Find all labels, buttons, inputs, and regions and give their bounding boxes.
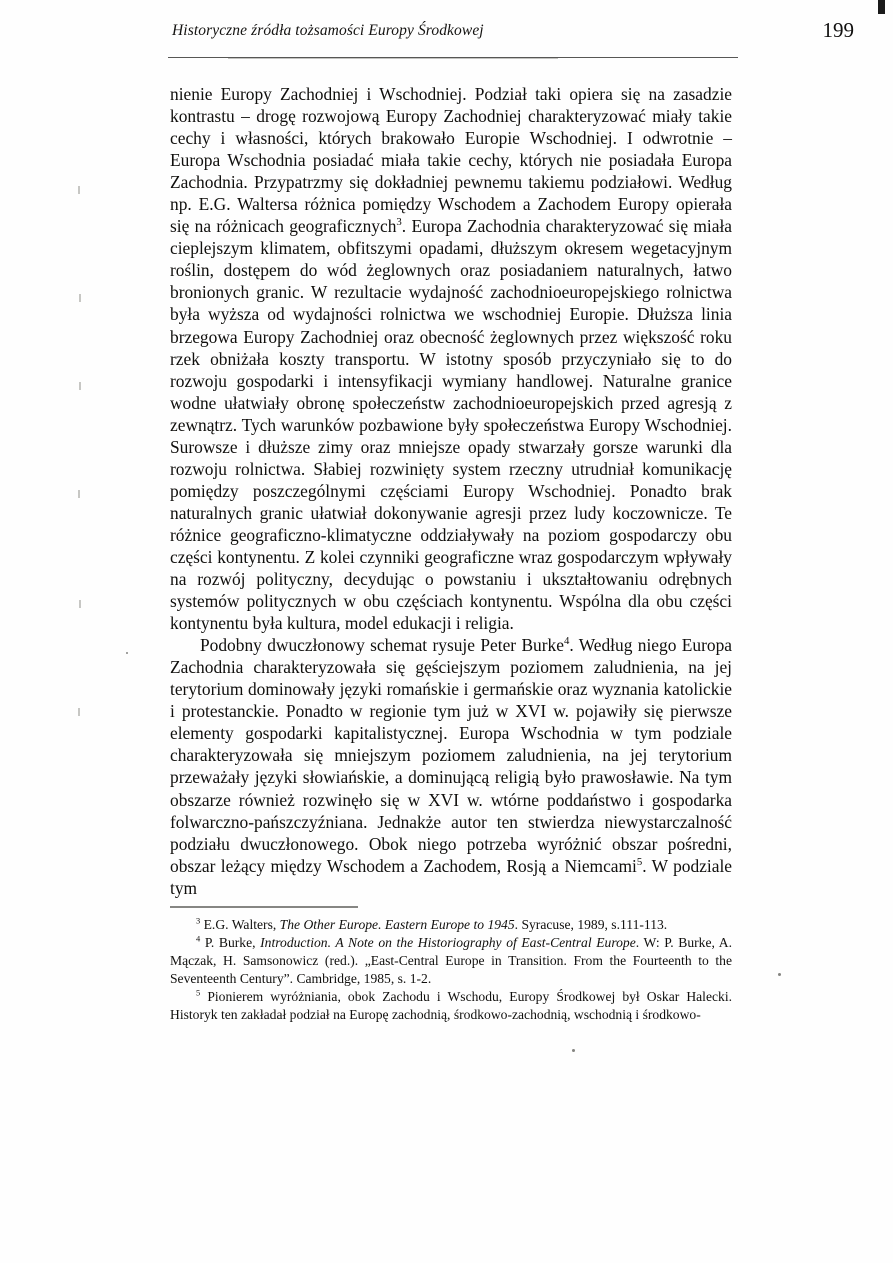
footnote-separator-rule xyxy=(170,906,358,908)
footnote-item xyxy=(170,934,732,988)
running-head-title: Historyczne źródła tożsamości Europy Środkowej xyxy=(172,22,484,39)
footnote-author: P. Burke, xyxy=(204,935,261,951)
scan-dot-artifact xyxy=(126,652,128,654)
footnote-marker-4[interactable]: 4 xyxy=(563,635,570,648)
footnote-number: 3 xyxy=(196,915,201,926)
scan-speckle xyxy=(79,294,81,302)
footnote-marker-5[interactable]: 5 xyxy=(636,855,643,868)
footnote-author: E.G. Walters, xyxy=(203,917,280,932)
footnote-item xyxy=(170,916,732,934)
footnote-number: 4 xyxy=(196,933,201,944)
footnote-title: Introduction. A Note on the Historiography of East-Central Europe xyxy=(260,935,636,951)
footnote-marker-3[interactable]: 3 xyxy=(396,216,402,229)
paragraph-burke xyxy=(170,634,732,899)
running-head xyxy=(168,18,854,52)
footnote-number: 5 xyxy=(196,987,201,998)
scan-speckle xyxy=(79,600,81,608)
scan-speckle xyxy=(78,490,80,498)
header-rule xyxy=(168,57,738,58)
paragraph-text: Podobny dwuczłonowy schemat rysuje Peter Burke xyxy=(200,635,564,656)
scan-speckle xyxy=(79,382,81,390)
body-text-column xyxy=(170,83,732,899)
paragraph-text-cont: . Europa Zachodnia charakteryzować się miała cieplejszym klimatem, obfitszymi opadami, dłuższym okresem wegetacyjnym roślin, dostępem do wód żeglownych oraz posiadaniem naturalnych, łatwo bronionych granic. W rezultacie wydajność zachodnioeuropejskiego rolnictwa była wyższa od wydajności rolnictwa we wschodniej Europie. Dłuższa linia brzegowa Europy Zachodniej oraz obecność żeglownych przez większość roku rzek obniżała koszty transportu. W istotny sposób przyczyniało się to do rozwoju gospodarki i intensyfikacji wymiany handlowej. Naturalne granice wodne ułatwiały obronę społeczeństw zachodnioeuropejskich przed agresją z zewnątrz. Tych warunków pozbawione były społeczeństwa Europy Wschodniej. Surowsze i dłuższe zimy oraz mniejsze opady stwarzały gorsze warunki dla rozwoju rolnictwa. Słabiej rozwinięty system rzeczny utrudniał komunikację pomiędzy poszczególnymi częściami Europy Wschodniej. Ponadto brak naturalnych granic ułatwiał dokonywanie agresji przez ludy koczownicze. Te różnice geograficzno-klimatyczne oddziaływały na poziom gospodarczy obu części kontynentu. Z kolei czynniki geograficzne wraz gospodarczym wpływały na rozwój polityczny, decydując o powstaniu i ukształtowaniu odrębnych systemów politycznych w obu częściach kontynentu. Wspólna dla obu części kontynentu była kultura, model edukacji i religia. xyxy=(170,216,732,634)
scan-speckle xyxy=(78,708,80,716)
footnote-title: The Other Europe. Eastern Europe to 1945 xyxy=(279,917,515,932)
paragraph-text-cont: . Według niego Europa Zachodnia charakteryzowała się gęściejszym poziomem zaludnienia, na jej terytorium dominowały języki romańskie i germańskie oraz wyznania katolickie i protestanckie. Ponadto w regionie tym już w XVI w. pojawiły się pierwsze elementy gospodarki kapitalistycznej. Europa Wschodnia w tym podziale charakteryzowała się mniejszym poziomem zaludnienia, na jej terytorium przeważały języki słowiańskie, a dominującą religią było prawosławie. Na tym obszarze również rozwinęło się w XVI w. wtórne poddaństwo i gospodarka folwarczno-pańszczyźniana. Jednakże autor ten stwierdza niewystarczalność podziału dwuczłonowego. Obok niego potrzeba wyróżnić obszar pośredni, obszar leżący między Wschodem a Zachodem, Rosją a Niemcami xyxy=(170,635,732,876)
scan-dot-artifact xyxy=(572,1049,575,1052)
footnote-body: Pionierem wyróżniania, obok Zachodu i Wschodu, Europy Środkowej był Oskar Halecki. Historyk ten zakładał podział na Europę zachodnią, środkowo-zachodnią, wschodnią i środkowo- xyxy=(170,989,732,1023)
paragraph-text: nienie Europy Zachodniej i Wschodniej. Podział taki opiera się na zasadzie kontrastu – drogę rozwojową Europy Zachodniej charakteryzować miały takie cechy i własności, których brakowało Europie Wschodniej. I odwrotnie – Europa Wschodnia posiadać miała takie cechy, których nie posiadała Europa Zachodnia. Przypatrzmy się dokładniej pewnemu takiemu podziałowi. Według np. E.G. Waltersa różnica pomiędzy Wschodem a Zachodem Europy opierała się na różnicach geograficznych xyxy=(170,84,732,237)
scan-corner-artifact xyxy=(878,0,885,14)
page-number: 199 xyxy=(822,18,854,42)
footnotes-block xyxy=(170,916,732,1025)
paragraph-text-tail: . W podziale tym xyxy=(170,855,732,898)
footnote-imprint: . Syracuse, 1989, s.111-113. xyxy=(514,917,668,932)
paragraph-continued xyxy=(170,83,732,634)
footnote-item xyxy=(170,988,732,1024)
footnote-imprint: . W: P. Burke, A. Mączak, H. Samsonowicz (red.). „East-Central Europe in Transition. From the Fourteenth to the Seventeenth Century”. Cambridge, 1985, s. 1-2. xyxy=(170,935,732,987)
scan-speckle xyxy=(78,186,80,194)
scan-dot-artifact xyxy=(778,973,781,976)
